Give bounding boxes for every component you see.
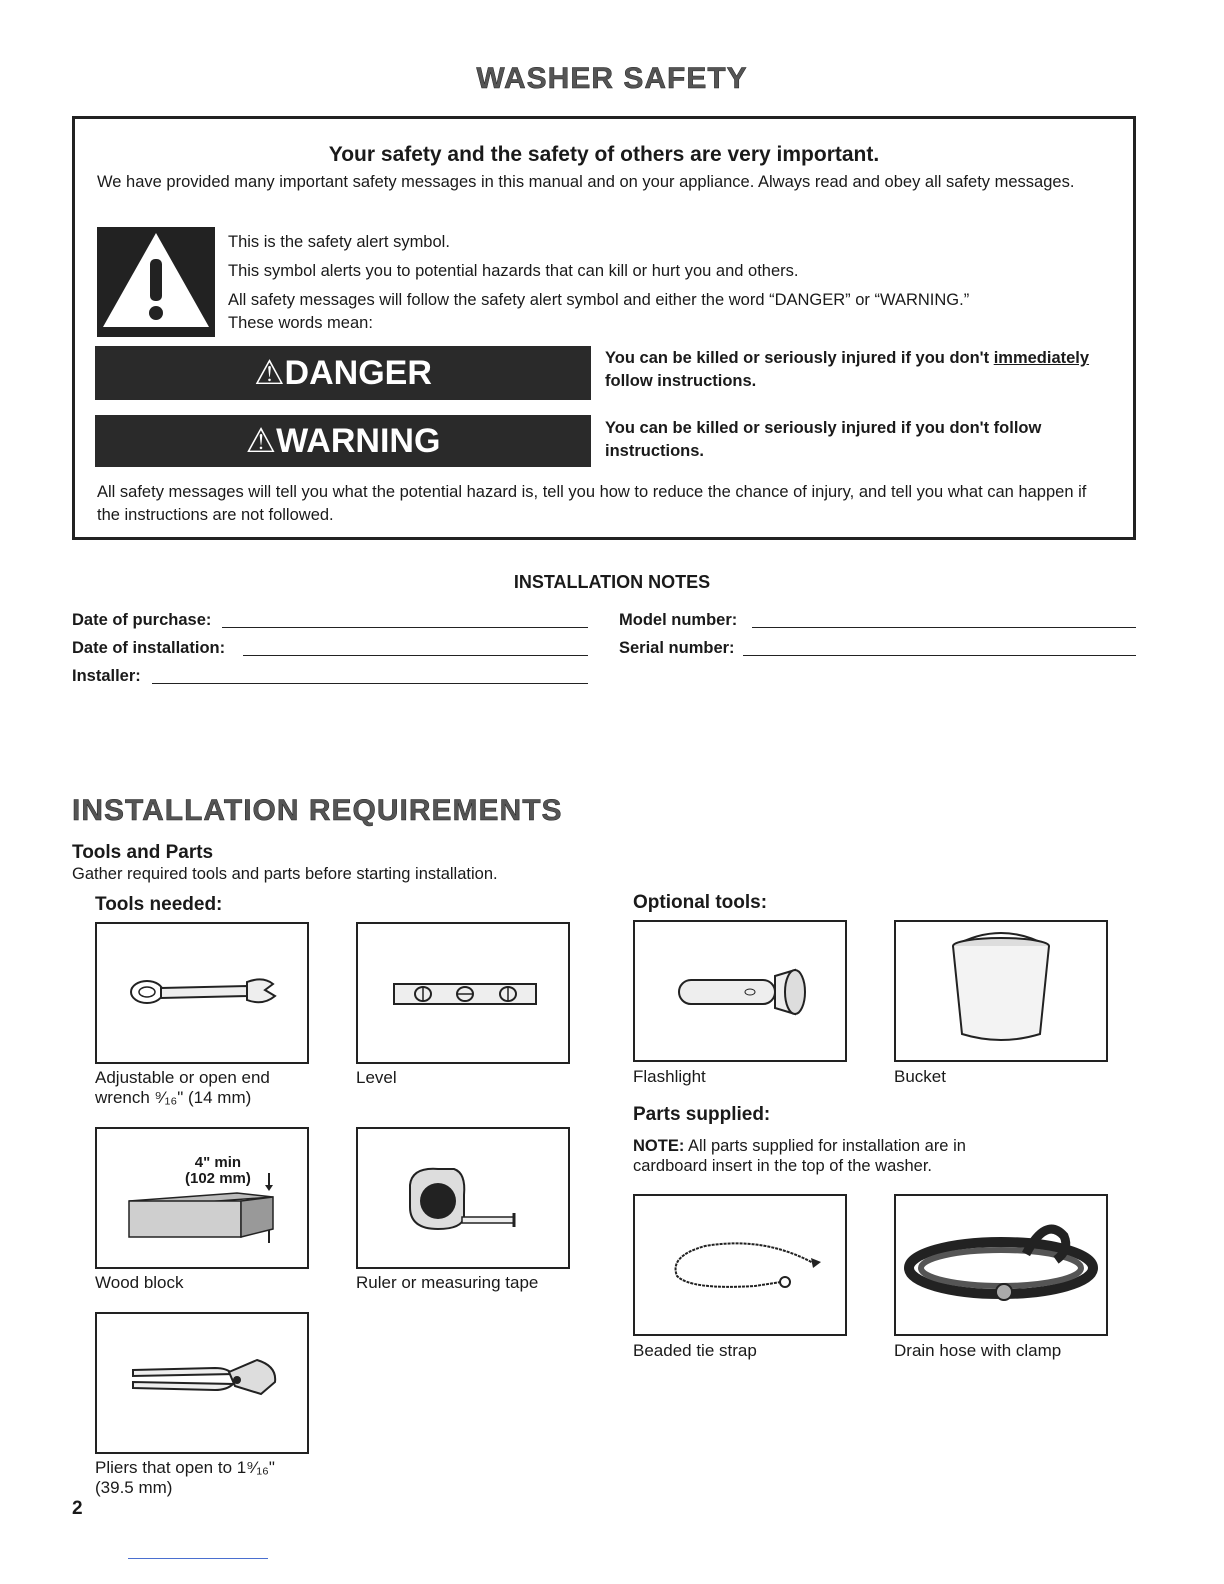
danger-text-a: You can be killed or seriously injured if you don't <box>605 349 994 367</box>
parts-note-label: NOTE: <box>633 1137 685 1155</box>
symbol-line-4: These words mean: <box>228 314 373 332</box>
wrench-caption-a: Adjustable or open end <box>95 1068 270 1087</box>
installer-label: Installer: <box>72 667 141 685</box>
wrench-icon <box>97 924 307 1062</box>
pliers-caption-b: (39.5 mm) <box>95 1478 173 1497</box>
tie-strap-icon <box>635 1196 845 1334</box>
level-caption: Level <box>356 1068 397 1087</box>
wood-block-dim-2: (102 mm) <box>185 1170 251 1187</box>
parts-note <box>633 1136 1033 1176</box>
warning-banner: ⚠WARNING <box>95 415 591 467</box>
date-of-installation-label: Date of installation: <box>72 639 226 657</box>
level-icon <box>358 924 568 1062</box>
danger-message <box>605 347 1125 393</box>
safety-footer: All safety messages will tell you what the potential hazard is, tell you how to reduce the chance of injury, and tell you what can happen if the instructions are not followed. <box>97 483 1087 524</box>
ruler-frame <box>356 1127 570 1269</box>
symbol-line-2: This symbol alerts you to potential hazards that can kill or hurt you and others. <box>228 262 799 280</box>
footer-link-line <box>128 1558 268 1559</box>
date-of-purchase-line[interactable] <box>222 627 588 628</box>
optional-tools-heading: Optional tools: <box>633 892 768 913</box>
danger-text-b: follow instructions. <box>605 372 757 390</box>
bucket-icon <box>896 922 1106 1060</box>
safety-box <box>72 116 1136 540</box>
measuring-tape-icon <box>358 1129 568 1267</box>
wood-block-icon <box>97 1129 307 1267</box>
flashlight-frame <box>633 920 847 1062</box>
model-number-label: Model number: <box>619 611 738 629</box>
parts-note-text: All parts supplied for installation are in cardboard insert in the top of the washer. <box>633 1137 966 1175</box>
serial-number-label: Serial number: <box>619 639 735 657</box>
tools-needed-heading: Tools needed: <box>95 894 223 915</box>
date-of-purchase-label: Date of purchase: <box>72 611 212 629</box>
installer-line[interactable] <box>152 683 588 684</box>
installation-requirements-title: INSTALLATION REQUIREMENTS <box>72 794 563 827</box>
wood-block-caption: Wood block <box>95 1273 184 1292</box>
tools-parts-intro: Gather required tools and parts before starting installation. <box>72 865 498 883</box>
page-number: 2 <box>72 1498 83 1519</box>
pliers-frame <box>95 1312 309 1454</box>
drain-hose-icon <box>896 1196 1106 1334</box>
flashlight-icon <box>635 922 845 1060</box>
wood-block-dim-1: 4" min <box>194 1154 242 1171</box>
symbol-line-1: This is the safety alert symbol. <box>228 233 450 251</box>
model-number-line[interactable] <box>752 627 1136 628</box>
safety-heading: Your safety and the safety of others are very important. <box>328 143 880 166</box>
bucket-frame <box>894 920 1108 1062</box>
safety-intro: We have provided many important safety messages in this manual and on your appliance. Always read and obey all safety messages. <box>97 173 1075 191</box>
wood-block-dimension <box>185 1155 251 1187</box>
symbol-line-3: All safety messages will follow the safety alert symbol and either the word “DANGER” or “WARNING.” <box>228 291 970 309</box>
parts-supplied-heading: Parts supplied: <box>633 1104 771 1125</box>
flashlight-caption: Flashlight <box>633 1067 706 1086</box>
wood-block-frame <box>95 1127 309 1269</box>
pliers-caption-a: Pliers that open to 1⁹⁄₁₆" <box>95 1458 275 1477</box>
bucket-caption: Bucket <box>894 1067 946 1086</box>
level-frame <box>356 922 570 1064</box>
warning-message: You can be killed or seriously injured if you don't follow instructions. <box>605 419 1042 460</box>
safety-alert-icon <box>97 227 215 337</box>
tools-parts-heading: Tools and Parts <box>72 842 214 863</box>
washer-safety-title: WASHER SAFETY <box>476 62 748 95</box>
installation-notes-title: INSTALLATION NOTES <box>513 572 711 592</box>
wrench-frame <box>95 922 309 1064</box>
drain-hose-caption: Drain hose with clamp <box>894 1341 1062 1360</box>
drain-hose-frame <box>894 1194 1108 1336</box>
ruler-caption: Ruler or measuring tape <box>356 1273 539 1292</box>
danger-banner: ⚠DANGER <box>95 346 591 400</box>
tie-strap-frame <box>633 1194 847 1336</box>
wrench-caption-b: wrench ⁹⁄₁₆" (14 mm) <box>95 1088 252 1107</box>
danger-text-emph: immediately <box>993 349 1090 367</box>
pliers-icon <box>97 1314 307 1452</box>
serial-number-line[interactable] <box>743 655 1136 656</box>
tie-strap-caption: Beaded tie strap <box>633 1341 757 1360</box>
date-of-installation-line[interactable] <box>243 655 588 656</box>
